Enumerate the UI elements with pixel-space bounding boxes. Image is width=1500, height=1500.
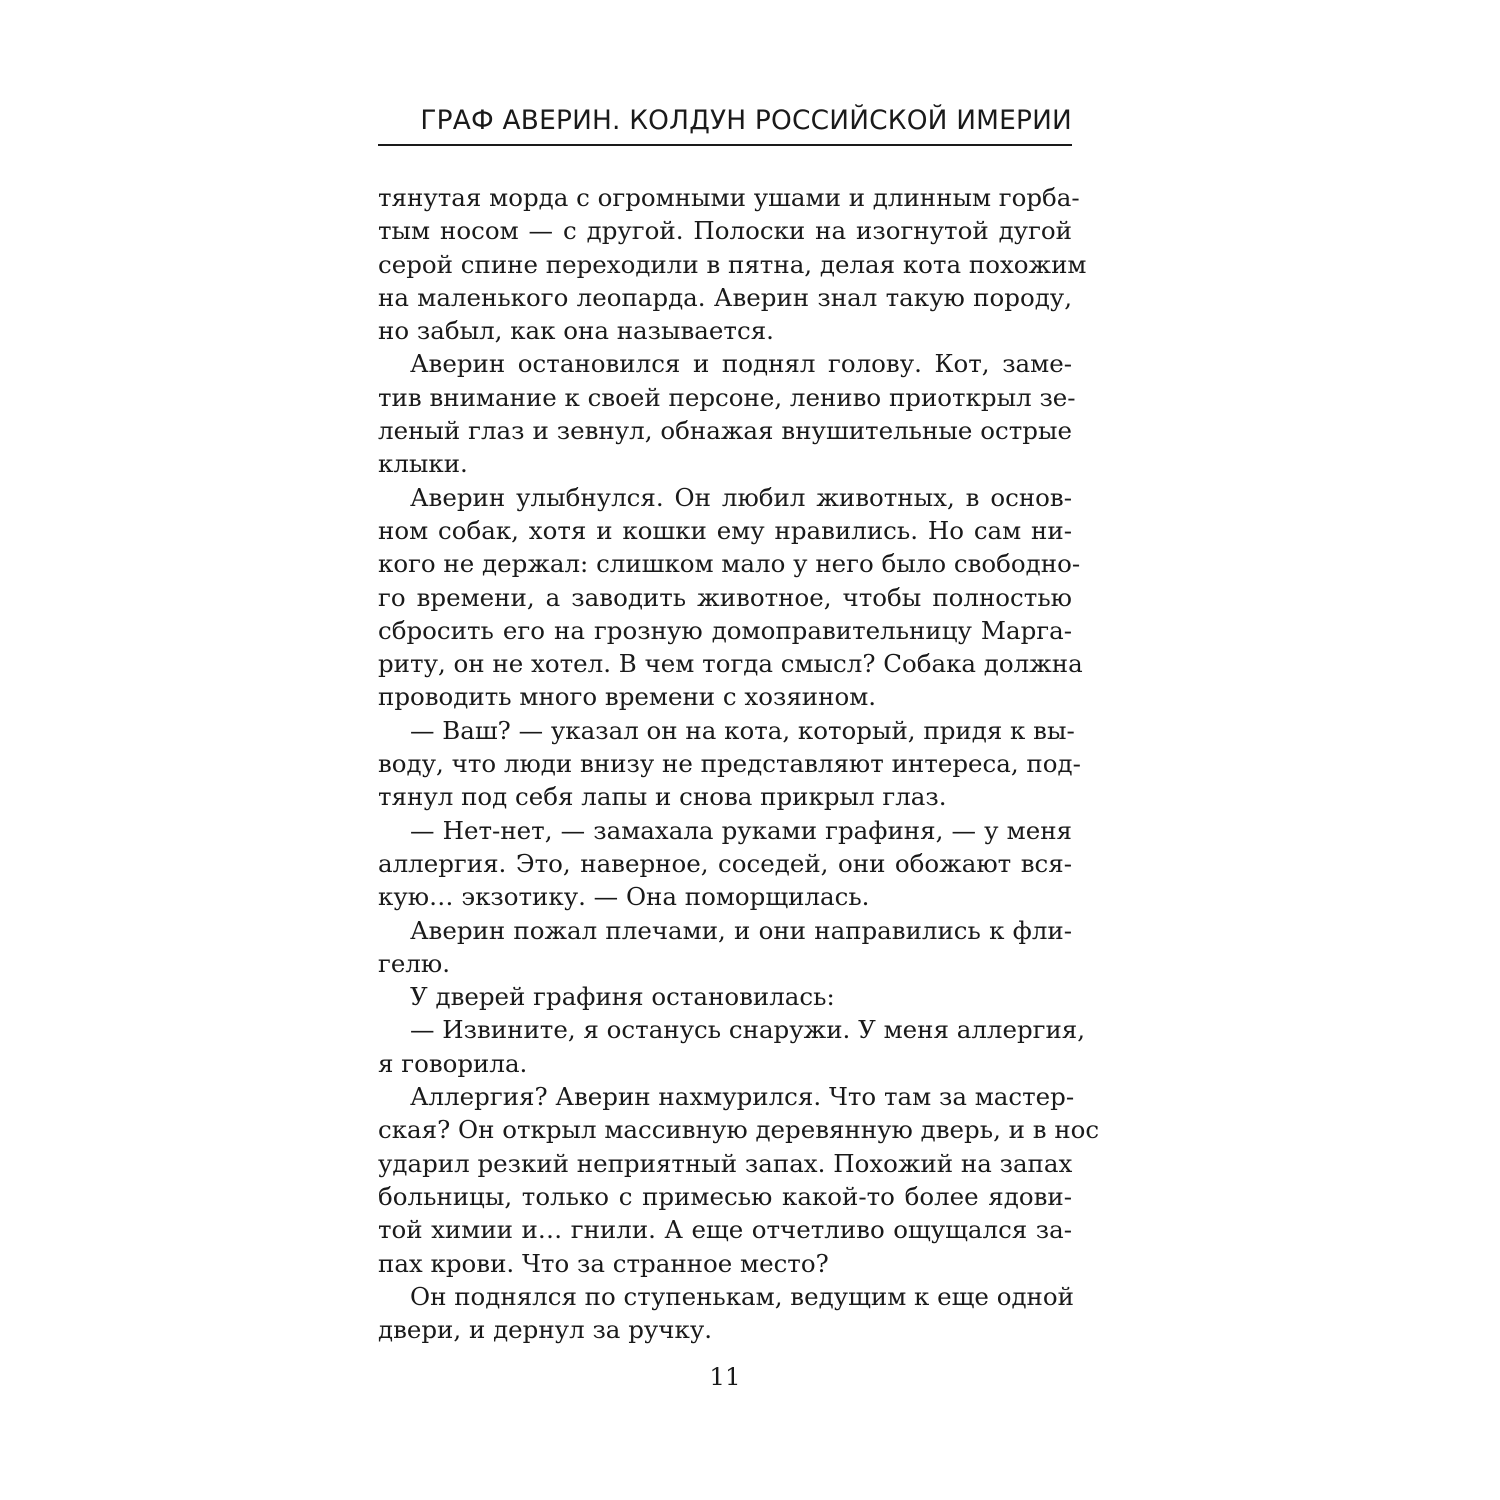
- text-line: но забыл, как она называется.: [378, 316, 774, 346]
- text-line: тив внимание к своей персоне, лениво приоткрыл зе-: [378, 382, 1076, 412]
- text-line: Аверин остановился и поднял голову. Кот, заме-: [410, 349, 1072, 379]
- text-line: клыки.: [378, 449, 468, 479]
- text-line: воду, что люди внизу не представляют интереса, под-: [378, 749, 1081, 779]
- text-line: ская? Он открыл массивную деревянную дверь, и в нос: [378, 1115, 1100, 1145]
- text-line: двери, и дернул за ручку.: [378, 1315, 713, 1345]
- text-line: гелю.: [378, 948, 451, 978]
- text-line: сбросить его на грозную домоправительницу Марга-: [378, 615, 1072, 645]
- text-line: Аллергия? Аверин нахмурился. Что там за мастер-: [410, 1082, 1075, 1112]
- text-line: — Ваш? — указал он на кота, который, придя к вы-: [410, 715, 1075, 745]
- text-line: — Нет-нет, — замахала руками графиня, — у меня: [410, 815, 1072, 845]
- text-line: тым носом — с другой. Полоски на изогнутой дугой: [378, 216, 1072, 246]
- text-line: риту, он не хотел. В чем тогда смысл? Собака должна: [378, 649, 1083, 679]
- header-rule: [378, 144, 1072, 146]
- body-text: [378, 181, 1100, 1346]
- text-line: серой спине переходили в пятна, делая кота похожим: [378, 249, 1087, 279]
- text-line: леный глаз и зевнул, обнажая внушительные острые: [378, 416, 1072, 446]
- text-line: го времени, а заводить животное, чтобы полностью: [378, 582, 1072, 612]
- text-line: Он поднялся по ступенькам, ведущим к еще одной: [410, 1281, 1074, 1311]
- text-line: кую… экзотику. — Она поморщилась.: [378, 882, 870, 912]
- text-line: пах крови. Что за странное место?: [378, 1248, 829, 1278]
- text-line: У дверей графиня остановилась:: [410, 982, 835, 1012]
- text-line: я говорила.: [378, 1048, 528, 1078]
- text-line: ударил резкий неприятный запах. Похожий на запах: [378, 1148, 1073, 1178]
- text-line: Аверин пожал плечами, и они направились к фли-: [410, 915, 1072, 945]
- text-line: аллергия. Это, наверное, соседей, они обожают вся-: [378, 848, 1072, 878]
- running-header: ГРАФ АВЕРИН. КОЛДУН РОССИЙСКОЙ ИМЕРИИ: [420, 105, 1072, 136]
- text-line: ном собак, хотя и кошки ему нравились. Но сам ни-: [378, 515, 1072, 545]
- text-line: тянул под себя лапы и снова прикрыл глаз.: [378, 782, 947, 812]
- text-line: той химии и… гнили. А еще отчетливо ощущался за-: [378, 1215, 1072, 1245]
- text-line: проводить много времени с хозяином.: [378, 682, 877, 712]
- text-line: на маленького леопарда. Аверин знал такую породу,: [378, 282, 1072, 312]
- text-line: тянутая морда с огромными ушами и длинным горба-: [378, 183, 1080, 212]
- text-line: Аверин улыбнулся. Он любил животных, в основ-: [410, 482, 1072, 512]
- page-number: 11: [709, 1362, 741, 1391]
- text-line: кого не держал: слишком мало у него было свободно-: [378, 549, 1081, 579]
- text-line: — Извините, я останусь снаружи. У меня аллергия,: [410, 1015, 1086, 1045]
- text-line: больницы, только с примесью какой-то более ядови-: [378, 1181, 1072, 1211]
